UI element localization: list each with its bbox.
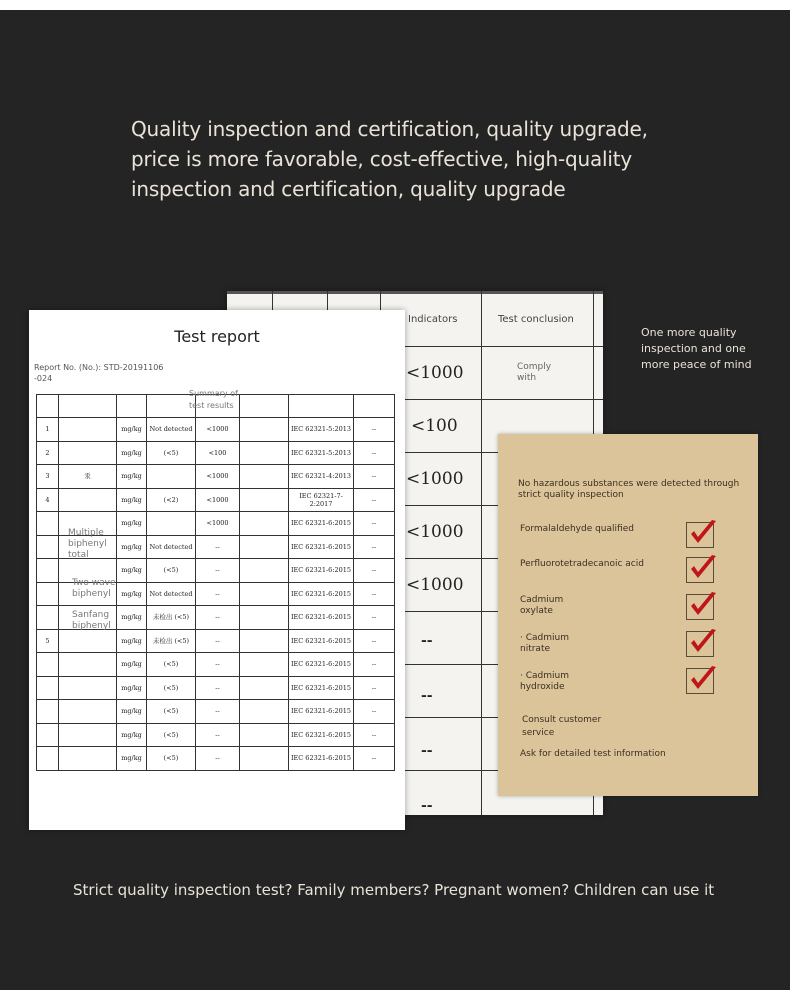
report-header-cell	[37, 395, 59, 418]
table-cell: IEC 62321-6:2015	[289, 629, 354, 653]
card-item: Formalaldehyde qualified	[520, 524, 634, 534]
table-cell: IEC 62321-6:2015	[289, 723, 354, 747]
back-grid-line	[380, 399, 603, 400]
table-cell: --	[196, 559, 240, 583]
table-cell	[37, 653, 59, 677]
table-cell: IEC 62321-6:2015	[289, 535, 354, 559]
report-header-cell	[289, 395, 354, 418]
table-cell: 3	[37, 465, 59, 489]
table-cell: 4	[37, 488, 59, 512]
back-grid-line	[481, 291, 482, 815]
report-header-cell	[354, 395, 395, 418]
table-cell: IEC 62321-6:2015	[289, 747, 354, 771]
table-cell: --	[196, 723, 240, 747]
table-cell	[240, 418, 289, 442]
table-cell	[59, 441, 117, 465]
side-note: One more quality inspection and one more peace of mind	[641, 326, 752, 371]
table-cell: IEC 62321-6:2015	[289, 559, 354, 583]
table-cell: --	[354, 465, 395, 489]
inspection-card	[498, 434, 758, 796]
table-cell: 未检出 (<5)	[147, 606, 196, 630]
table-cell: (<5)	[147, 653, 196, 677]
table-cell: IEC 62321-6:2015	[289, 512, 354, 536]
table-row	[37, 700, 395, 724]
check-icon	[686, 668, 714, 694]
table-row	[37, 747, 395, 771]
indicator-value: <1000	[406, 363, 464, 383]
table-cell	[37, 559, 59, 583]
table-cell: <1000	[196, 465, 240, 489]
table-cell	[37, 723, 59, 747]
table-cell: --	[354, 747, 395, 771]
table-cell: IEC 62321-6:2015	[289, 582, 354, 606]
table-row	[37, 418, 395, 442]
overlay-label: Sanfang biphenyl	[72, 610, 111, 631]
table-cell: --	[354, 535, 395, 559]
table-cell: --	[196, 747, 240, 771]
report-number: Report No. (No.): STD-20191106 -024	[34, 363, 164, 383]
table-cell: IEC 62321-6:2015	[289, 653, 354, 677]
table-cell: mg/kg	[117, 653, 147, 677]
footer-text: Strict quality inspection test? Family members? Pregnant women? Children can use it	[73, 881, 715, 899]
table-cell	[147, 512, 196, 536]
indicator-value: <1000	[406, 522, 464, 542]
table-cell: --	[354, 512, 395, 536]
table-cell	[59, 723, 117, 747]
table-cell: --	[354, 488, 395, 512]
table-cell	[37, 535, 59, 559]
table-cell: Not detected	[147, 535, 196, 559]
headline: Quality inspection and certification, quality upgrade, price is more favorable, cost-effective, high-quality inspection and certification, quality upgrade	[131, 117, 648, 201]
table-cell: <1000	[196, 512, 240, 536]
table-row	[37, 676, 395, 700]
check-icon	[686, 631, 714, 657]
table-cell: 1	[37, 418, 59, 442]
table-cell	[240, 606, 289, 630]
table-cell	[37, 606, 59, 630]
table-cell: IEC 62321-6:2015	[289, 700, 354, 724]
card-heading: No hazardous substances were detected through strict quality inspection	[518, 479, 740, 500]
table-cell	[240, 488, 289, 512]
table-cell	[240, 747, 289, 771]
table-cell: --	[196, 653, 240, 677]
table-cell	[240, 535, 289, 559]
report-header-cell	[117, 395, 147, 418]
table-cell: (<5)	[147, 559, 196, 583]
table-cell: 未检出 (<5)	[147, 629, 196, 653]
table-cell	[240, 700, 289, 724]
table-cell	[240, 676, 289, 700]
table-cell: mg/kg	[117, 629, 147, 653]
col-indicators-header: Indicators	[408, 314, 458, 325]
table-cell: mg/kg	[117, 582, 147, 606]
table-cell: mg/kg	[117, 606, 147, 630]
table-cell: IEC 62321-4:2013	[289, 465, 354, 489]
table-cell: --	[354, 559, 395, 583]
table-cell: (<5)	[147, 676, 196, 700]
check-icon	[686, 522, 714, 548]
table-cell: --	[354, 723, 395, 747]
table-cell: --	[354, 441, 395, 465]
table-cell: (<5)	[147, 700, 196, 724]
table-cell: mg/kg	[117, 441, 147, 465]
table-cell	[59, 653, 117, 677]
table-cell	[59, 747, 117, 771]
summary-label: Summary of test results	[189, 389, 238, 410]
table-cell: <100	[196, 441, 240, 465]
table-row	[37, 653, 395, 677]
table-cell	[240, 629, 289, 653]
table-row	[37, 723, 395, 747]
table-cell: mg/kg	[117, 535, 147, 559]
table-cell: mg/kg	[117, 559, 147, 583]
table-cell: --	[354, 700, 395, 724]
indicator-value: <1000	[406, 575, 464, 595]
table-cell: --	[354, 582, 395, 606]
table-cell: IEC 62321-6:2015	[289, 606, 354, 630]
table-cell: --	[196, 629, 240, 653]
table-cell	[59, 418, 117, 442]
table-cell	[37, 700, 59, 724]
table-cell: mg/kg	[117, 512, 147, 536]
table-cell: IEC 62321-5:2013	[289, 441, 354, 465]
table-cell	[59, 676, 117, 700]
indicator-value: --	[421, 633, 433, 649]
table-cell: (<5)	[147, 723, 196, 747]
table-cell: --	[196, 700, 240, 724]
report-header-cell	[59, 395, 117, 418]
table-cell: --	[354, 653, 395, 677]
table-row	[37, 629, 395, 653]
indicator-value: --	[421, 798, 433, 814]
table-cell: mg/kg	[117, 723, 147, 747]
table-row	[37, 441, 395, 465]
table-cell: --	[354, 606, 395, 630]
table-row	[37, 488, 395, 512]
table-cell	[37, 747, 59, 771]
table-cell	[240, 465, 289, 489]
table-cell: mg/kg	[117, 488, 147, 512]
table-cell: --	[354, 418, 395, 442]
table-cell	[59, 700, 117, 724]
table-cell: (<5)	[147, 747, 196, 771]
table-cell	[240, 559, 289, 583]
ask-text: Ask for detailed test information	[520, 749, 666, 759]
top-band	[0, 0, 790, 10]
card-item: Cadmium oxylate	[520, 595, 564, 616]
table-cell	[240, 441, 289, 465]
table-cell: (<2)	[147, 488, 196, 512]
consult-text: Consult customer service	[522, 715, 602, 738]
table-cell: --	[196, 606, 240, 630]
table-cell: --	[196, 535, 240, 559]
front-report-sheet	[29, 310, 405, 830]
table-cell: mg/kg	[117, 676, 147, 700]
table-cell	[59, 488, 117, 512]
table-cell: mg/kg	[117, 418, 147, 442]
overlay-label: Multiple biphenyl total	[68, 528, 107, 560]
table-cell: --	[354, 629, 395, 653]
comply-text: Comply with	[517, 362, 552, 383]
check-icon	[686, 594, 714, 620]
table-cell: IEC 62321-7-2:2017	[289, 488, 354, 512]
table-cell	[37, 676, 59, 700]
table-cell	[37, 512, 59, 536]
table-cell: 汞	[59, 465, 117, 489]
table-cell: IEC 62321-6:2015	[289, 676, 354, 700]
card-item: Perfluorotetradecanoic acid	[520, 559, 644, 569]
table-cell	[240, 653, 289, 677]
table-cell: 2	[37, 441, 59, 465]
table-cell: Not detected	[147, 582, 196, 606]
table-cell: --	[354, 676, 395, 700]
table-cell	[147, 465, 196, 489]
indicator-value: --	[421, 743, 433, 759]
table-cell: 5	[37, 629, 59, 653]
card-item: · Cadmium nitrate	[520, 633, 569, 654]
table-cell: IEC 62321-5:2013	[289, 418, 354, 442]
table-cell: mg/kg	[117, 700, 147, 724]
table-cell: mg/kg	[117, 465, 147, 489]
table-cell: <1000	[196, 488, 240, 512]
table-cell: mg/kg	[117, 747, 147, 771]
table-cell	[59, 629, 117, 653]
table-cell: <1000	[196, 418, 240, 442]
table-cell	[240, 723, 289, 747]
card-item: · Cadmium hydroxide	[520, 671, 569, 692]
report-title: Test report	[174, 327, 260, 346]
indicator-value: <1000	[406, 469, 464, 489]
table-cell	[240, 582, 289, 606]
indicator-value: --	[421, 688, 433, 704]
check-icon	[686, 557, 714, 583]
overlay-label: Two wave biphenyl	[72, 578, 116, 599]
back-grid-line	[380, 346, 603, 347]
table-cell	[240, 512, 289, 536]
table-cell: --	[196, 582, 240, 606]
table-row	[37, 465, 395, 489]
back-sheet-top-edge	[227, 291, 603, 294]
indicator-value: <100	[411, 416, 458, 436]
table-cell: --	[196, 676, 240, 700]
table-cell	[37, 582, 59, 606]
table-cell: Not detected	[147, 418, 196, 442]
table-cell: (<5)	[147, 441, 196, 465]
col-conclusion-header: Test conclusion	[498, 314, 574, 325]
